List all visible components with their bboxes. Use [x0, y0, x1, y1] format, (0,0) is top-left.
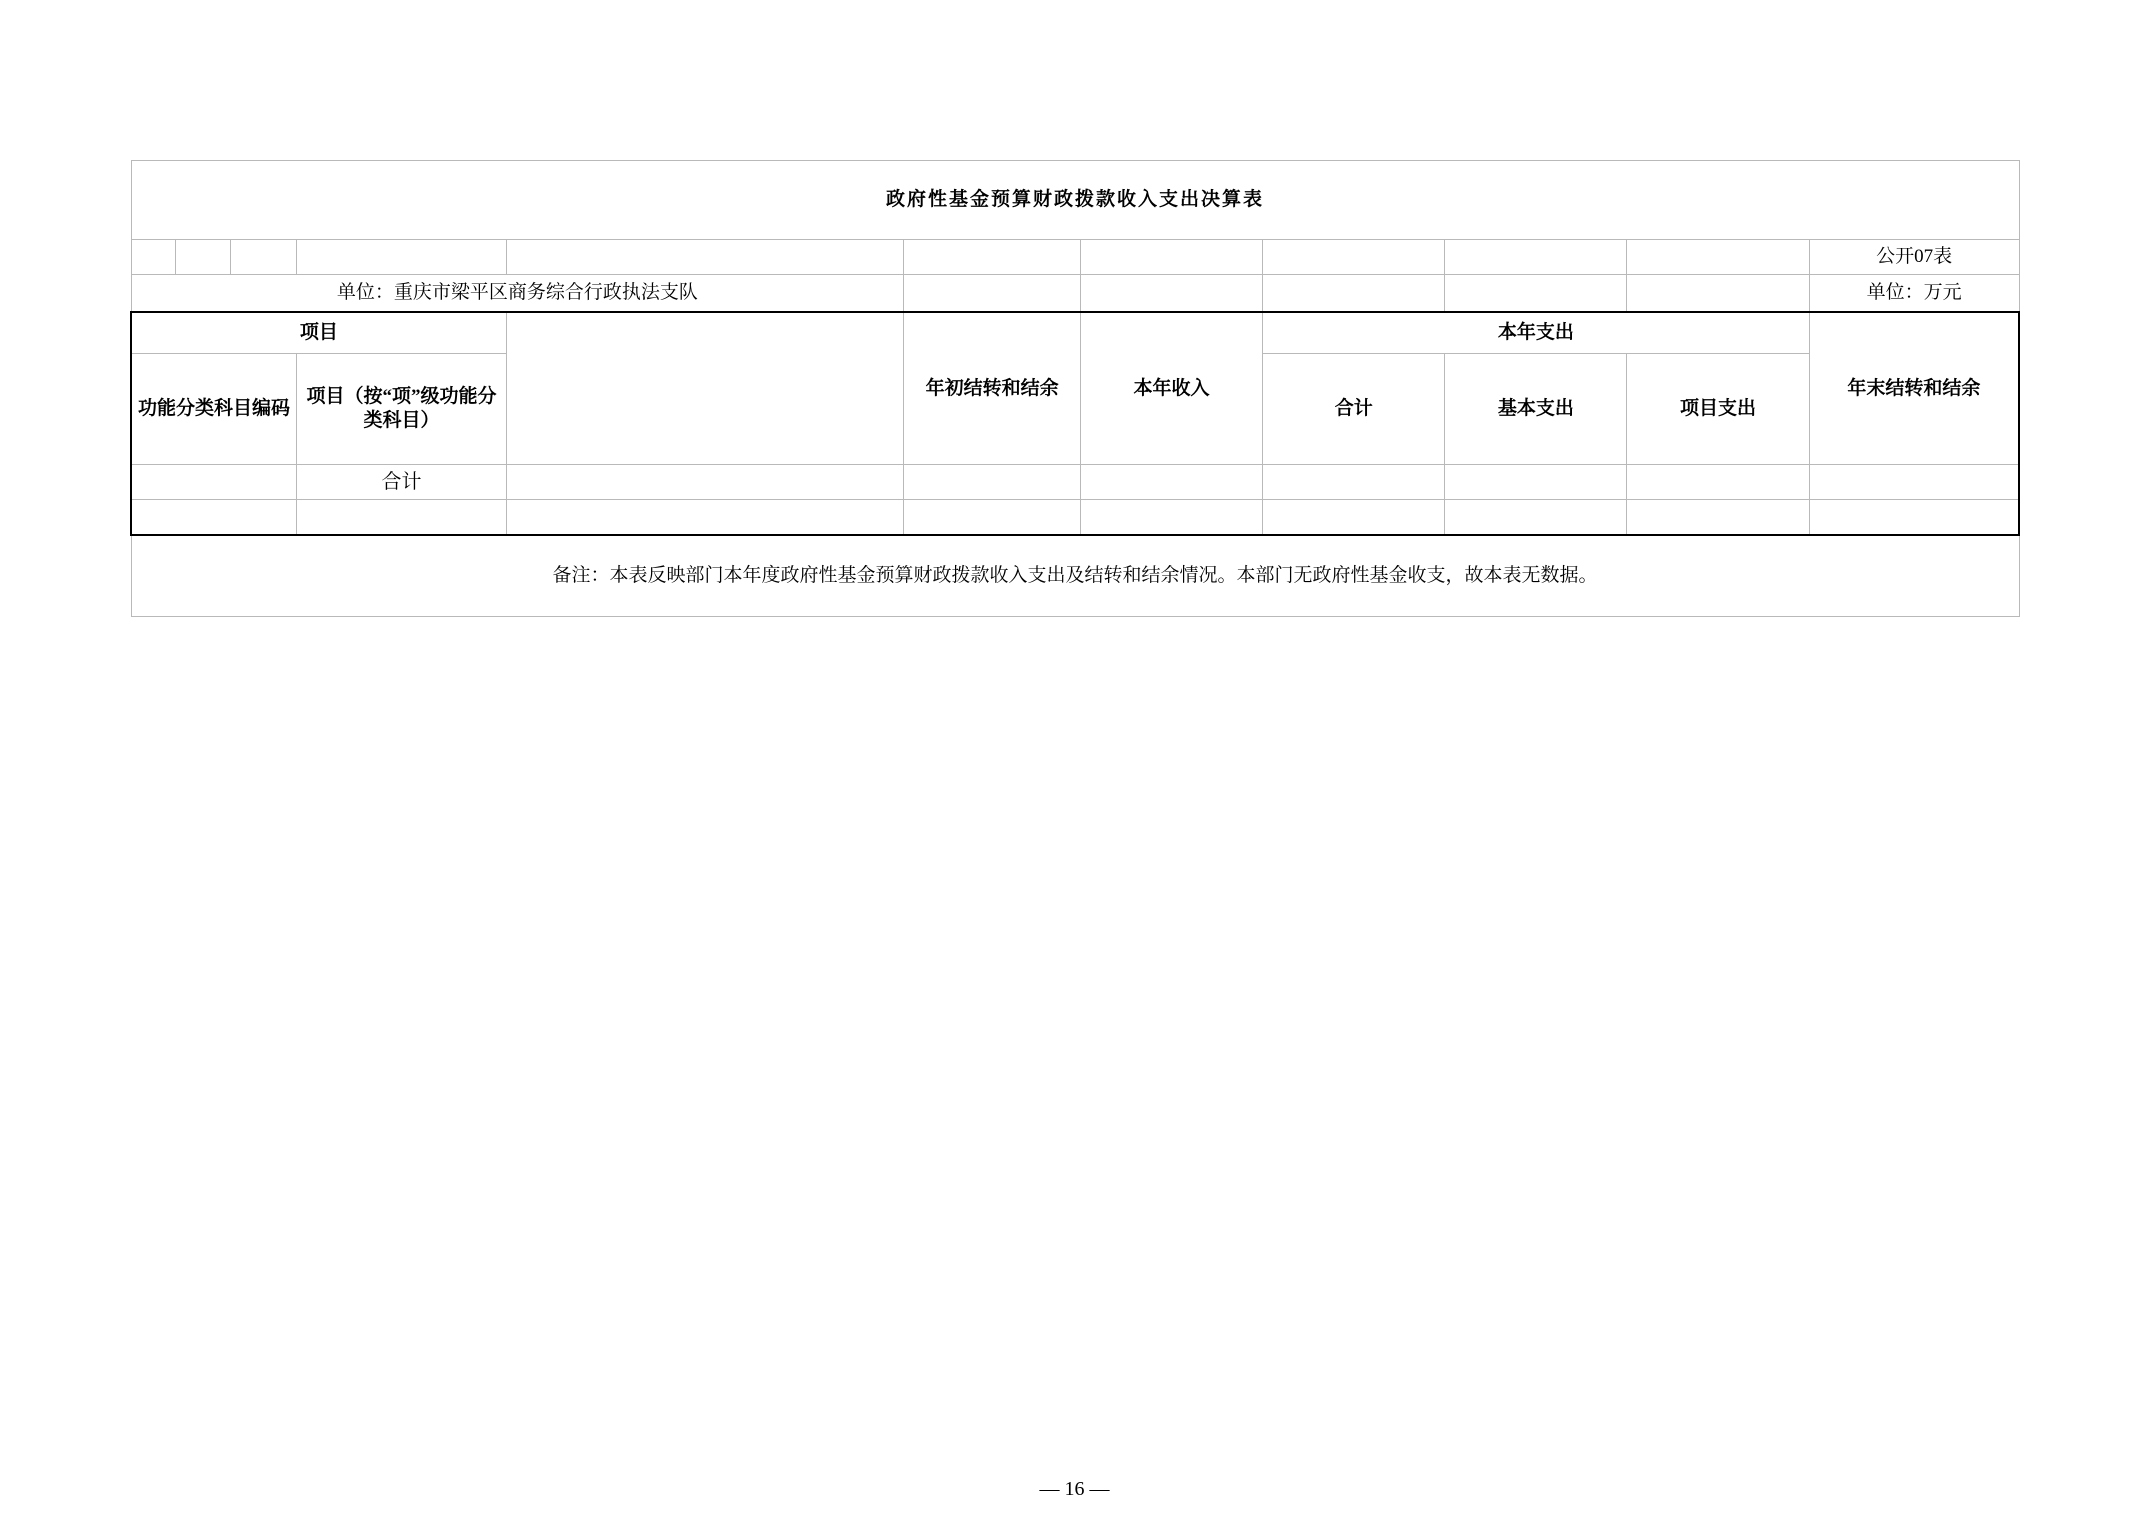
unit-name-label: 单位：重庆市梁平区商务综合行政执法支队: [131, 275, 904, 313]
header-carryover-end: 年末结转和结余: [1809, 312, 2019, 465]
row-1-income-year: [1080, 465, 1262, 500]
cell-i3: [1445, 275, 1627, 313]
header-expenditure-total: 合计: [1263, 354, 1445, 465]
row-1-project-expenditure: [1627, 465, 1809, 500]
title-row: [131, 161, 2019, 240]
cell-a2: [131, 240, 175, 275]
header-carryover-begin: 年初结转和结余: [904, 312, 1081, 465]
table-note: 备注：本表反映部门本年度政府性基金预算财政拨款收入支出及结转和结余情况。本部门无政府性基金收支，故本表无数据。: [131, 535, 2019, 617]
header-item-name: 项目（按“项”级功能分类科目）: [297, 354, 507, 465]
row-2-item-name: [506, 500, 903, 536]
cell-g2: [1080, 240, 1262, 275]
budget-table: [130, 160, 2020, 617]
row-2-label: [297, 500, 507, 536]
row-1-carryover-end: [1809, 465, 2019, 500]
document-title: 政府性基金预算财政拨款收入支出决算表: [131, 161, 2019, 240]
form-number-row: [131, 240, 2019, 275]
header-expenditure-group: 本年支出: [1263, 312, 1810, 354]
row-2-expenditure-total: [1263, 500, 1445, 536]
cell-h2: [1263, 240, 1445, 275]
cell-j2: [1627, 240, 1809, 275]
row-2-carryover-end: [1809, 500, 2019, 536]
cell-g3: [1080, 275, 1262, 313]
row-2-functional-code: [131, 500, 297, 536]
cell-j3: [1627, 275, 1809, 313]
row-2-project-expenditure: [1627, 500, 1809, 536]
row-2-basic-expenditure: [1445, 500, 1627, 536]
amount-unit-label: 单位：万元: [1809, 275, 2019, 313]
cell-b2: [175, 240, 230, 275]
unit-row: [131, 275, 2019, 313]
header-item-name-top: [506, 312, 903, 465]
row-1-item-name: [506, 465, 903, 500]
header-project-expenditure: 项目支出: [1627, 354, 1809, 465]
row-1-basic-expenditure: [1445, 465, 1627, 500]
row-1-expenditure-total: [1263, 465, 1445, 500]
table-row: [131, 465, 2019, 500]
cell-f3: [904, 275, 1081, 313]
table-row: [131, 500, 2019, 536]
row-1-label: 合计: [297, 465, 507, 500]
cell-d2: [297, 240, 507, 275]
header-income-year: 本年收入: [1080, 312, 1262, 465]
cell-e2: [506, 240, 903, 275]
spreadsheet-area: [130, 160, 2020, 617]
cell-c2: [230, 240, 296, 275]
header-row-group: [131, 312, 2019, 354]
note-row: [131, 535, 2019, 617]
cell-i2: [1445, 240, 1627, 275]
cell-h3: [1263, 275, 1445, 313]
form-number: 公开07表: [1809, 240, 2019, 275]
row-2-carryover-begin: [904, 500, 1081, 536]
cell-f2: [904, 240, 1081, 275]
row-1-functional-code: [131, 465, 297, 500]
page-number: — 16 —: [1039, 1478, 1110, 1500]
header-functional-code: 功能分类科目编码: [131, 354, 297, 465]
row-1-carryover-begin: [904, 465, 1081, 500]
row-2-income-year: [1080, 500, 1262, 536]
header-item-group: 项目: [131, 312, 506, 354]
header-basic-expenditure: 基本支出: [1445, 354, 1627, 465]
